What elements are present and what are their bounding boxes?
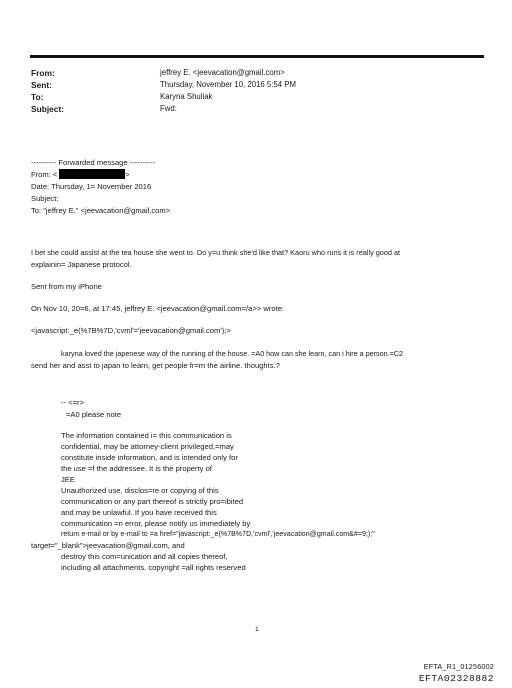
forwarded-banner: ---------- Forwarded message ----------: [31, 158, 156, 167]
forwarded-from-prefix: From: <: [31, 170, 58, 179]
body-para1-line1: I bet she could assist at the tea house she went to. Do y=u think she'd like that? Kaoru who runs it is really good at: [31, 248, 401, 257]
disclaimer-line: destroy this com=unication and all copies thereof,: [61, 552, 228, 561]
redaction-box: [59, 169, 125, 179]
to-label: To:: [31, 92, 44, 102]
forwarded-subject: Subject:: [31, 194, 59, 203]
subject-value: Fwd:: [160, 104, 177, 113]
disclaimer-line: confidential, may be attorney-client privileged,=may: [61, 442, 234, 451]
disclaimer-target-line: target="_blank">jeevacation@gmail.com, and: [31, 541, 185, 550]
disclaimer-line: the use =f the addressee. It is the property of: [61, 464, 212, 473]
forwarded-date: Date: Thursday, 1= November 2016: [31, 182, 152, 191]
disclaimer-line: The information contained i= this communication is: [61, 431, 232, 440]
forwarded-to: To: "jeffrey E." <jeevacation@gmail.com>: [31, 206, 171, 215]
disclaimer-line: Unauthorized use, disclos=re or copying of this: [61, 486, 219, 495]
disclaimer-line: JEE: [61, 475, 75, 484]
header-rule: [30, 55, 484, 58]
sent-label: Sent:: [31, 80, 52, 90]
body-para1-line2: explainin= Japanese protocol.: [31, 260, 132, 269]
sig-line-2: =A0 please note: [66, 410, 122, 419]
disclaimer-line: communication or any part thereof is strictly pro=ibited: [61, 497, 244, 506]
to-value: Karyna Shuliak: [160, 92, 213, 101]
disclaimer-line: communication =n error, please notify us immediately by: [61, 519, 251, 528]
sent-value: Thursday, November 10, 2016 5:54 PM: [160, 80, 296, 89]
footer-id-primary: EFTA_R1_01256002: [423, 662, 494, 671]
sig-line-1: -- <=r>: [61, 398, 85, 407]
page-number: 1: [255, 626, 259, 633]
from-label: From:: [31, 68, 55, 78]
footer-id-secondary: EFTA02328882: [418, 673, 494, 684]
quote-line-1: karyna loved the japenese way of the running of the house. =A0 how can she learn, can i hire a person.=C2: [61, 349, 404, 358]
sent-from-iphone: Sent from my iPhone: [31, 282, 102, 291]
quote-intro: On Nov 10, 20=6, at 17:45, jeffrey E. <jeevacation@gmail.com=/a>> wrote:: [31, 304, 285, 313]
forwarded-from-suffix: >: [125, 170, 130, 179]
from-value: jeffrey E. <jeevacation@gmail.com>: [160, 68, 285, 77]
disclaimer-line: including all attachments. copyright =all rights reserved: [61, 563, 246, 572]
disclaimer-line: and may be unlawful. If you have received this: [61, 508, 217, 517]
javascript-link: <javascript:_e(%7B%7D,'cvml'='jeevacation@gmail.com');>: [31, 326, 231, 335]
quote-line-2: send her and asst to japan to learn, get people fr=m the airline. thoughts.?: [31, 361, 280, 370]
disclaimer-line: constitute inside information, and is intended only for: [61, 453, 238, 462]
disclaimer-line: return e-mail or by e-mail to =a href="javascript:_e(%7B%7D,'cvml','jeevacation@gmail.com&#=9;);": [61, 530, 375, 538]
subject-label: Subject:: [31, 104, 65, 114]
